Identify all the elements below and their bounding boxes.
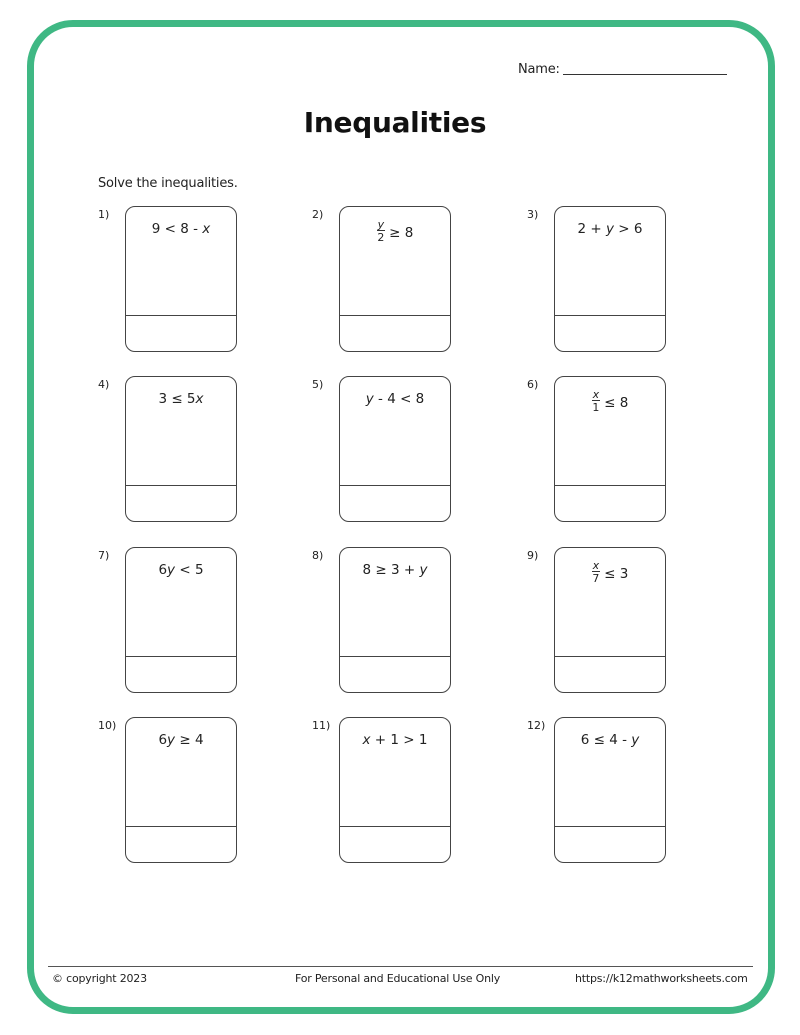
name-field[interactable] [518,62,727,77]
expression-text: ≥ 4 [175,732,204,748]
variable: x [195,391,204,407]
expression-text: 8 ≥ 3 + [362,562,420,578]
inequality-rest: ≥ 8 [389,225,414,241]
variable: y [365,391,374,407]
problem-number: 4) [98,378,110,391]
answer-divider [340,826,450,827]
answer-box[interactable] [339,206,451,352]
answer-divider [555,315,665,316]
expression-text: 6 ≤ 4 - [580,732,632,748]
inequality-expression [340,391,450,407]
fraction-denominator: 1 [592,401,600,414]
problem-7 [98,547,258,697]
variable: y [631,732,640,748]
inequality-expression [340,218,450,245]
problem-1 [98,206,258,356]
problem-4 [98,376,258,526]
problem-number: 7) [98,549,110,562]
answer-box[interactable] [339,717,451,863]
fraction [592,560,601,584]
footer-divider [48,966,753,967]
expression-text: 9 < 8 - [151,221,203,237]
answer-box[interactable] [554,547,666,693]
problem-number: 6) [527,378,539,391]
expression-text: 6 [158,562,168,578]
name-blank-line[interactable] [563,62,727,75]
variable: y [606,221,614,237]
answer-box[interactable] [554,376,666,522]
answer-divider [126,485,236,486]
expression-text: < 5 [175,562,204,578]
problem-number: 2) [312,208,324,221]
fraction-numerator: x [592,559,600,572]
answer-divider [126,315,236,316]
problem-2 [312,206,472,356]
expression-text: 6 [158,732,168,748]
footer-usage: For Personal and Educational Use Only [295,972,501,985]
problem-number: 8) [312,549,324,562]
variable: y [419,562,428,578]
expression-text: 3 ≤ 5 [158,391,196,407]
inequality-expression [555,221,665,237]
problem-number: 3) [527,208,539,221]
problem-5 [312,376,472,526]
inequality-expression [555,559,665,586]
inequality-expression [340,562,450,578]
inequality-expression [126,391,236,407]
instructions: Solve the inequalities. [98,176,238,191]
inequality-expression [340,732,450,748]
problem-8 [312,547,472,697]
problem-11 [312,717,472,867]
inequality-rest: ≤ 3 [604,566,629,582]
problem-number: 10) [98,719,117,732]
expression-text: + 1 > 1 [370,732,428,748]
expression-text: 2 + [577,221,606,237]
answer-divider [555,485,665,486]
inequality-expression [126,732,236,748]
name-label: Name: [518,62,560,77]
problem-number: 11) [312,719,331,732]
answer-divider [555,656,665,657]
answer-box[interactable] [339,547,451,693]
inequality-expression [555,388,665,415]
answer-box[interactable] [339,376,451,522]
answer-box[interactable] [125,547,237,693]
expression-text: > 6 [614,221,643,237]
answer-divider [126,826,236,827]
answer-divider [340,315,450,316]
answer-divider [555,826,665,827]
problem-3 [527,206,687,356]
problem-6 [527,376,687,526]
variable: y [167,562,176,578]
answer-divider [340,656,450,657]
problem-number: 12) [527,719,546,732]
problem-10 [98,717,258,867]
answer-divider [126,656,236,657]
problem-number: 9) [527,549,539,562]
problem-9 [527,547,687,697]
fraction [592,389,601,413]
problem-number: 1) [98,208,110,221]
answer-box[interactable] [554,717,666,863]
answer-box[interactable] [554,206,666,352]
variable: x [362,732,371,748]
problem-12 [527,717,687,867]
fraction-denominator: 2 [377,231,385,244]
answer-box[interactable] [125,717,237,863]
inequality-rest: ≤ 8 [604,395,629,411]
inequality-expression [555,732,665,748]
fraction [377,219,386,243]
variable: x [202,221,211,237]
fraction-numerator: x [592,388,600,401]
fraction-denominator: 7 [592,572,600,585]
answer-divider [340,485,450,486]
answer-box[interactable] [125,206,237,352]
fraction-numerator: y [377,218,385,231]
answer-box[interactable] [125,376,237,522]
footer-copyright: © copyright 2023 [52,972,147,985]
inequality-expression [126,562,236,578]
expression-text: - 4 < 8 [373,391,425,407]
worksheet-title: Inequalities [303,106,487,139]
inequality-expression [126,221,236,237]
variable: y [167,732,176,748]
footer-url[interactable]: https://k12mathworksheets.com [575,972,748,985]
problem-number: 5) [312,378,324,391]
